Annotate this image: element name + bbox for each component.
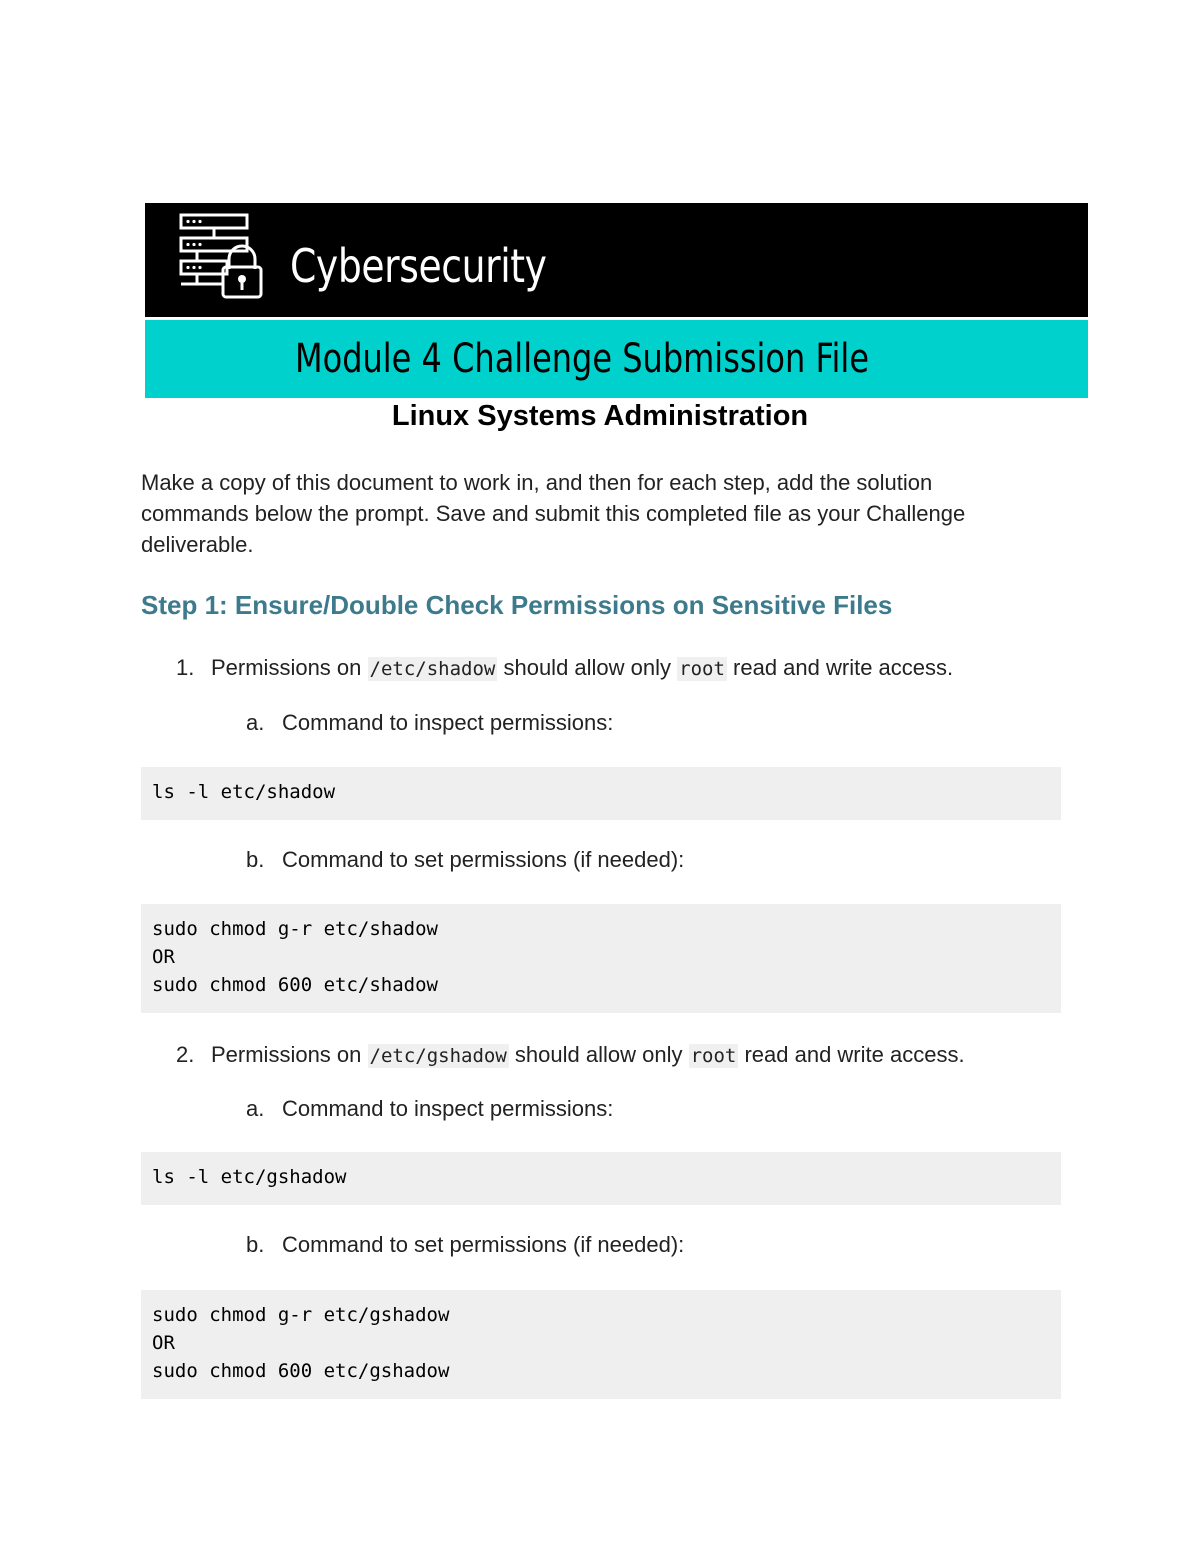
item-text: read and write access. bbox=[726, 655, 954, 680]
list-item bbox=[176, 655, 953, 681]
sub-letter: a. bbox=[246, 1096, 265, 1121]
document-subtitle: Linux Systems Administration bbox=[391, 400, 809, 432]
item-text: Permissions on bbox=[211, 1042, 368, 1067]
item-text: should allow only bbox=[497, 655, 678, 680]
code-line: ls -l etc/gshadow bbox=[152, 1166, 347, 1188]
file-path: /etc/shadow bbox=[369, 658, 496, 680]
step-1-heading: Step 1: Ensure/Double Check Permissions on Sensitive Files bbox=[141, 590, 893, 620]
brand-name: Cybersecurity bbox=[290, 239, 547, 293]
item-text: read and write access. bbox=[738, 1042, 965, 1067]
code-line: sudo chmod g-r etc/gshadow bbox=[152, 1304, 450, 1326]
list-number: 1. bbox=[176, 655, 195, 680]
sub-item-label: Command to set permissions (if needed): bbox=[282, 1232, 685, 1257]
sub-letter: b. bbox=[246, 1232, 265, 1257]
module-title: Module 4 Challenge Submission File bbox=[295, 336, 869, 382]
code-block[interactable] bbox=[141, 1290, 1061, 1399]
code-line: sudo chmod g-r etc/shadow bbox=[152, 918, 438, 940]
code-block[interactable] bbox=[141, 1152, 1061, 1205]
code-line: OR bbox=[152, 946, 175, 968]
sub-letter: a. bbox=[246, 710, 265, 735]
intro-paragraph: Make a copy of this document to work in, and then for each step, add the solution commands below the prompt. Save and submit this completed file as your Challenge deliverable. bbox=[141, 470, 966, 557]
user-name: root bbox=[679, 658, 725, 680]
code-line: sudo chmod 600 etc/gshadow bbox=[152, 1360, 450, 1382]
code-block[interactable] bbox=[141, 904, 1061, 1013]
list-item bbox=[176, 1042, 965, 1068]
list-number: 2. bbox=[176, 1042, 195, 1067]
item-text: Permissions on bbox=[211, 655, 368, 680]
header-banner bbox=[145, 203, 1088, 317]
sub-item-label: Command to inspect permissions: bbox=[282, 1096, 614, 1121]
sub-item bbox=[246, 1232, 684, 1258]
sub-item bbox=[246, 1096, 613, 1122]
code-line: OR bbox=[152, 1332, 175, 1354]
sub-item bbox=[246, 710, 613, 736]
code-line: ls -l etc/shadow bbox=[152, 781, 336, 803]
code-block[interactable] bbox=[141, 767, 1061, 820]
module-banner bbox=[145, 320, 1088, 398]
sub-item bbox=[246, 847, 684, 873]
server-lock-icon bbox=[177, 211, 267, 301]
file-path: /etc/gshadow bbox=[369, 1045, 507, 1067]
sub-item-label: Command to set permissions (if needed): bbox=[282, 847, 685, 872]
sub-item-label: Command to inspect permissions: bbox=[282, 710, 614, 735]
sub-letter: b. bbox=[246, 847, 265, 872]
code-line: sudo chmod 600 etc/shadow bbox=[152, 974, 438, 996]
user-name: root bbox=[690, 1045, 737, 1067]
item-text: should allow only bbox=[508, 1042, 689, 1067]
